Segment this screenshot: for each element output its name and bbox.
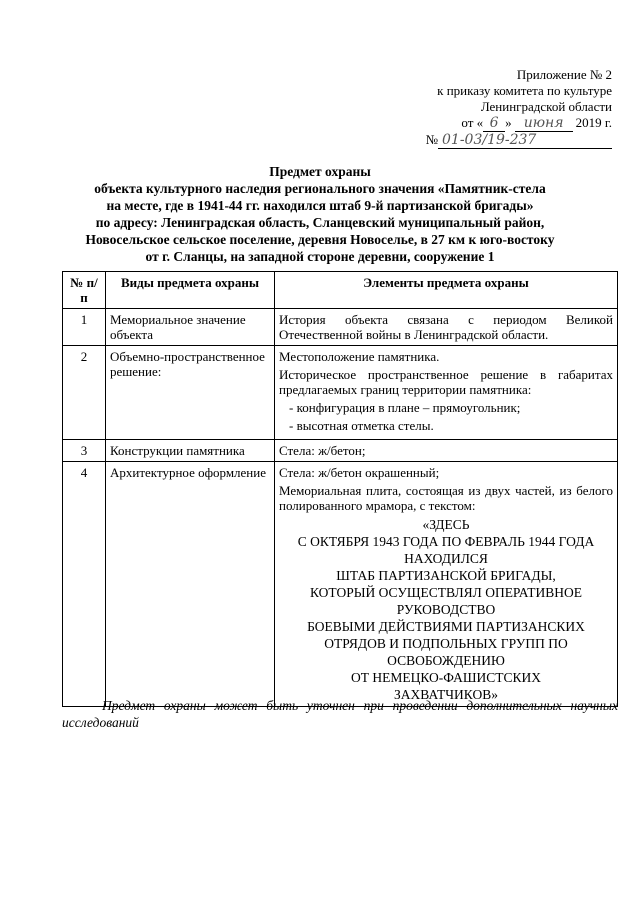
element-text: Стела: ж/бетон окрашенный;	[279, 465, 440, 480]
title-line-5: Новосельское сельское поселение, деревня Новоселье, в 27 км к юго-востоку	[85, 232, 555, 247]
inscription-line: С ОКТЯБРЯ 1943 ГОДА ПО ФЕВРАЛЬ 1944 ГОДА	[297, 534, 595, 549]
date-day-handwritten: 6	[483, 116, 505, 132]
inscription-line: БОЕВЫМИ ДЕЙСТВИЯМИ ПАРТИЗАНСКИХ	[307, 619, 585, 634]
date-month-handwritten: июня	[515, 116, 573, 132]
appendix-date-line	[352, 115, 612, 132]
header-elements: Элементы предмета охраны	[275, 272, 618, 309]
table-row	[63, 440, 618, 462]
row-elements: История объекта связана с периодом Великой Отечественной войны в Ленинградской области.	[275, 309, 618, 346]
footnote: Предмет охраны может быть уточнен при проведении дополнительных научных исследований	[62, 698, 618, 730]
date-mid: »	[505, 115, 512, 130]
element-text: Мемориальная плита, состоящая из двух частей, из белого полированного мрамора, с текстом:	[279, 483, 613, 513]
element-text: Историческое пространственное решение в габаритах предлагаемых границ территории памятника:	[279, 367, 613, 397]
number-handwritten: 01-03/19-237	[438, 133, 612, 149]
row-type: Объемно-пространственное решение:	[106, 346, 275, 440]
document-title	[20, 163, 620, 265]
inscription-line: ОТ НЕМЕЦКО-ФАШИСТСКИХ	[351, 670, 541, 685]
appendix-line-1: Приложение № 2	[516, 67, 612, 82]
inscription-line: «ЗДЕСЬ	[422, 517, 470, 532]
row-num: 4	[63, 462, 106, 707]
table-row	[63, 462, 618, 707]
table-row	[63, 309, 618, 346]
inscription-line: ЗАХВАТЧИКОВ»	[394, 687, 498, 702]
protection-table	[62, 271, 618, 707]
inscription-line: ШТАБ ПАРТИЗАНСКОЙ БРИГАДЫ,	[336, 568, 556, 583]
element-list-item: - высотная отметка стелы.	[289, 418, 434, 433]
appendix-line-2: к приказу комитета по культуре	[437, 83, 612, 98]
row-elements	[275, 462, 618, 707]
row-elements: Стела: ж/бетон;	[275, 440, 618, 462]
inscription-line: ОСВОБОЖДЕНИЮ	[387, 653, 505, 668]
row-type: Мемориальное значение объекта	[106, 309, 275, 346]
row-type: Архитектурное оформление	[106, 462, 275, 707]
header-type: Виды предмета охраны	[106, 272, 275, 309]
inscription-line: РУКОВОДСТВО	[396, 602, 496, 617]
inscription-line: КОТОРЫЙ ОСУЩЕСТВЛЯЛ ОПЕРАТИВНОЕ	[309, 585, 583, 600]
title-line-3: на месте, где в 1941-44 гг. находился штаб 9-й партизанской бригады»	[106, 198, 534, 213]
inscription-line: ОТРЯДОВ И ПОДПОЛЬНЫХ ГРУПП ПО	[324, 636, 568, 651]
appendix-number-line	[352, 132, 612, 149]
date-prefix: от «	[461, 115, 484, 130]
title-line-2: объекта культурного наследия регионального значения «Памятник-стела	[94, 181, 546, 196]
table-row	[63, 346, 618, 440]
appendix-header	[352, 67, 612, 149]
table-header-row	[63, 272, 618, 309]
plaque-inscription	[279, 516, 613, 703]
appendix-line-3: Ленинградской области	[480, 99, 612, 114]
row-type: Конструкции памятника	[106, 440, 275, 462]
row-num: 1	[63, 309, 106, 346]
header-num: № п/п	[63, 272, 106, 309]
date-year: 2019 г.	[575, 115, 612, 130]
element-text: Местоположение памятника.	[279, 349, 440, 364]
row-num: 2	[63, 346, 106, 440]
title-line-1: Предмет охраны	[269, 164, 371, 179]
inscription-line: НАХОДИЛСЯ	[404, 551, 488, 566]
title-line-6: от г. Сланцы, на западной стороне деревни, сооружение 1	[145, 249, 495, 264]
element-list-item: - конфигурация в плане – прямоугольник;	[289, 400, 521, 415]
row-elements	[275, 346, 618, 440]
number-prefix: №	[425, 132, 438, 147]
row-num: 3	[63, 440, 106, 462]
title-line-4: по адресу: Ленинградская область, Сланцевский муниципальный район,	[95, 215, 545, 230]
